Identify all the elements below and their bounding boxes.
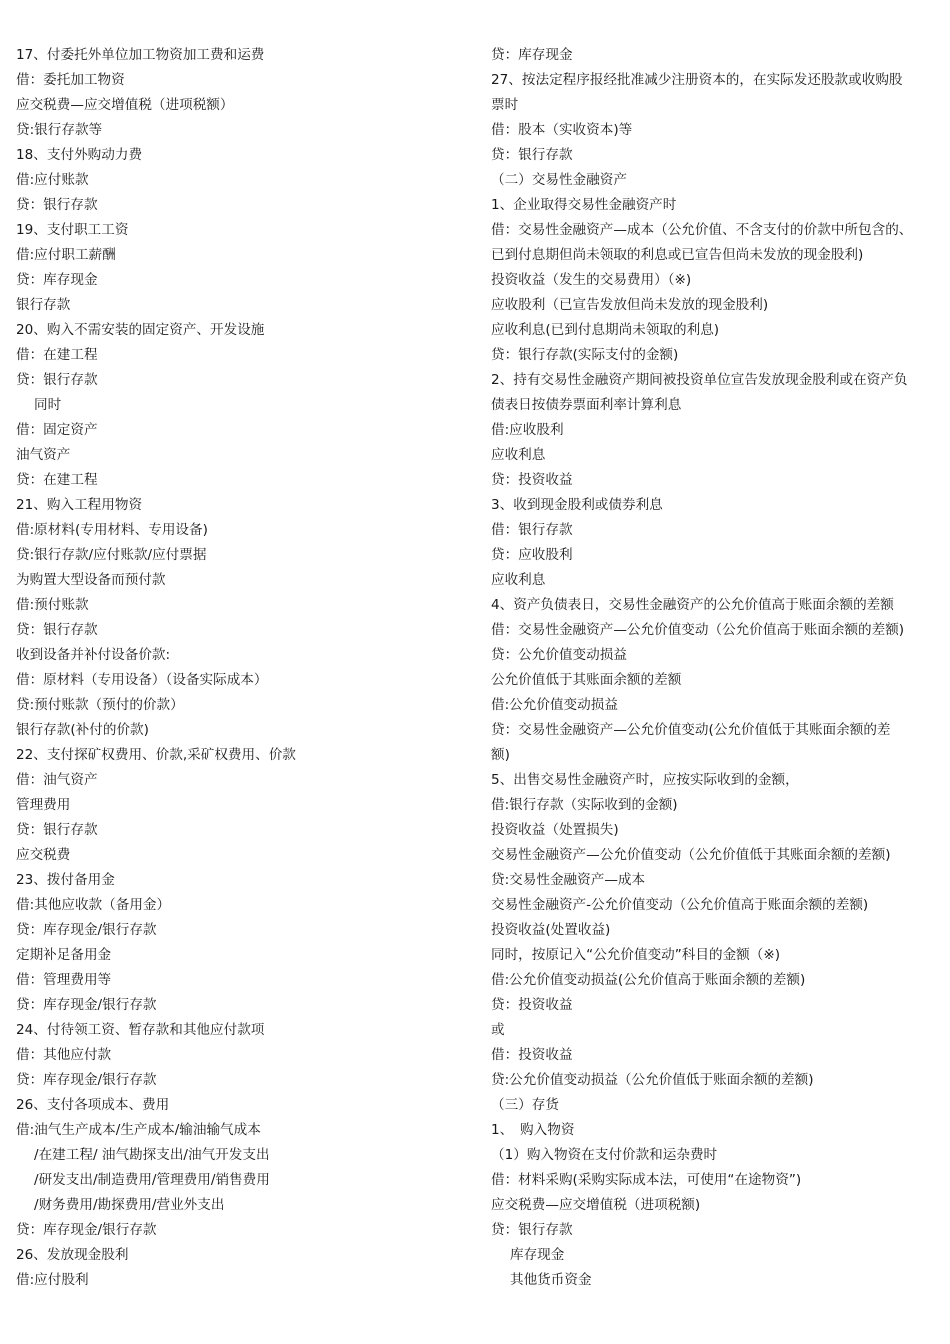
text-line: 应收股利（已宣告发放但尚未发放的现金股利) [491,297,769,313]
text-line: 交易性金融资产-公允价值变动（公允价值高于账面余额的差额) [491,897,869,913]
text-line: 贷：银行存款 [16,822,98,838]
text-line: 借:应收股利 [491,422,564,438]
text-line: 贷:银行存款等 [16,122,103,138]
text-line: 2、持有交易性金融资产期间被投资单位宣告发放现金股利或在资产负 [491,372,908,388]
text-line: 27、按法定程序报经批准减少注册资本的，在实际发还股款或收购股 [491,72,903,88]
text-line: 贷：银行存款 [16,622,98,638]
text-line: （二）交易性金融资产 [491,172,627,188]
text-line: 借：银行存款 [491,522,573,538]
text-line: 贷：公允价值变动损益 [491,647,627,663]
text-line: 贷：库存现金/银行存款 [16,1072,157,1088]
text-line: 油气资产 [16,447,71,463]
text-line: 3、收到现金股利或债券利息 [491,497,663,513]
text-line: 应交税费 [16,847,71,863]
text-line: 管理费用 [16,797,71,813]
text-line: 借：管理费用等 [16,972,112,988]
text-line: 公允价值低于其账面余额的差额 [491,672,682,688]
text-line: 应交税费—应交增值税（进项税额） [16,97,234,113]
text-line: 借:银行存款（实际收到的金额) [491,797,678,813]
text-line: 借：其他应付款 [16,1047,112,1063]
text-line: 20、购入不需安装的固定资产、开发设施 [16,322,265,338]
text-line: 贷：库存现金/银行存款 [16,922,157,938]
text-line: /财务费用/勘探费用/营业外支出 [34,1197,225,1213]
text-line: 借：投资收益 [491,1047,573,1063]
text-line: 贷:银行存款/应付账款/应付票据 [16,547,207,563]
text-line: 定期补足备用金 [16,947,112,963]
text-line: 交易性金融资产—公允价值变动（公允价值低于其账面余额的差额) [491,847,891,863]
text-line: 借:公允价值变动损益(公允价值高于账面余额的差额) [491,972,806,988]
text-line: 额) [491,747,510,763]
text-line: 贷：银行存款 [16,372,98,388]
text-line: 借：原材料（专用设备）（设备实际成本） [16,672,268,688]
text-line: 银行存款(补付的价款) [16,722,149,738]
text-line: 票时 [491,97,519,113]
text-line: 23、拨付备用金 [16,872,115,888]
text-line: 借:公允价值变动损益 [491,697,618,713]
text-line: 1、企业取得交易性金融资产时 [491,197,677,213]
text-line: 债表日按债券票面利率计算利息 [491,397,682,413]
text-line: 贷：银行存款 [491,147,573,163]
text-line: 贷：交易性金融资产—公允价值变动(公允价值低于其账面余额的差 [491,722,891,738]
text-line: 5、出售交易性金融资产时，应按实际收到的金额， [491,772,799,788]
text-line: 贷：银行存款 [491,1222,573,1238]
text-line: /研发支出/制造费用/管理费用/销售费用 [34,1172,270,1188]
text-line: 借:其他应收款（备用金） [16,897,171,913]
text-line: 借:应付职工薪酬 [16,247,116,263]
text-line: 21、购入工程用物资 [16,497,143,513]
text-line: 已到付息期但尚未领取的利息或已宣告但尚未发放的现金股利) [491,247,864,263]
text-line: 借:原材料(专用材料、专用设备) [16,522,208,538]
text-line: 借:预付账款 [16,597,89,613]
text-line: 应收利息 [491,572,546,588]
text-line: 借：交易性金融资产—成本（公允价值、不含支付的价款中所包含的、 [491,222,913,238]
text-line: 19、支付职工工资 [16,222,129,238]
text-line: 同时，按原记入“公允价值变动”科目的金额（※) [491,947,781,963]
text-line: 同时 [34,397,62,413]
text-line: 贷：库存现金 [491,47,573,63]
text-line: 贷：投资收益 [491,472,573,488]
text-line: 贷：银行存款 [16,197,98,213]
text-line: 投资收益（处置损失) [491,822,619,838]
text-line: 贷：银行存款(实际支付的金额) [491,347,679,363]
text-line: 22、支付探矿权费用、价款,采矿权费用、价款 [16,747,296,763]
text-line: 26、支付各项成本、费用 [16,1097,170,1113]
text-line: 贷：在建工程 [16,472,98,488]
text-line: 投资收益(处置收益) [491,922,611,938]
text-line: 24、付待领工资、暂存款和其他应付款项 [16,1022,265,1038]
text-line: /在建工程/ 油气勘探支出/油气开发支出 [34,1147,270,1163]
text-line: 其他货币资金 [510,1272,592,1288]
text-line: 借：固定资产 [16,422,98,438]
text-line: 贷:交易性金融资产—成本 [491,872,646,888]
right-column [491,43,943,1293]
text-line: 收到设备并补付设备价款: [16,647,171,663]
text-line: 借：交易性金融资产—公允价值变动（公允价值高于账面余额的差额) [491,622,905,638]
text-line: 贷：库存现金/银行存款 [16,997,157,1013]
text-line: 1、 购入物资 [491,1122,575,1138]
text-line: 26、发放现金股利 [16,1247,129,1263]
text-line: 贷：应收股利 [491,547,573,563]
text-line: 借：材料采购(采购实际成本法，可使用“在途物资”) [491,1172,802,1188]
text-line: 4、资产负债表日，交易性金融资产的公允价值高于账面余额的差额 [491,597,894,613]
text-line: 应收利息(已到付息期尚未领取的利息) [491,322,720,338]
text-line: 贷:公允价值变动损益（公允价值低于账面余额的差额) [491,1072,814,1088]
text-line: 银行存款 [16,297,71,313]
text-line: 借:应付股利 [16,1272,89,1288]
text-line: 应交税费—应交增值税（进项税额) [491,1197,701,1213]
text-line: （三）存货 [491,1097,559,1113]
text-line: 库存现金 [510,1247,565,1263]
left-column [16,43,466,1293]
text-line: （1）购入物资在支付价款和运杂费时 [491,1147,718,1163]
text-line: 投资收益（发生的交易费用）（※) [491,272,692,288]
text-line: 借:应付账款 [16,172,89,188]
text-line: 贷：投资收益 [491,997,573,1013]
text-line: 贷:预付账款（预付的价款） [16,697,184,713]
text-line: 17、付委托外单位加工物资加工费和运费 [16,47,265,63]
text-line: 借：股本（实收资本)等 [491,122,633,138]
text-line: 贷：库存现金/银行存款 [16,1222,157,1238]
text-line: 借：委托加工物资 [16,72,125,88]
text-line: 为购置大型设备而预付款 [16,572,166,588]
text-line: 借：油气资产 [16,772,98,788]
text-line: 应收利息 [491,447,546,463]
text-line: 贷：库存现金 [16,272,98,288]
text-line: 或 [491,1022,505,1038]
text-line: 18、支付外购动力费 [16,147,143,163]
text-line: 借：在建工程 [16,347,98,363]
text-line: 借:油气生产成本/生产成本/输油输气成本 [16,1122,261,1138]
